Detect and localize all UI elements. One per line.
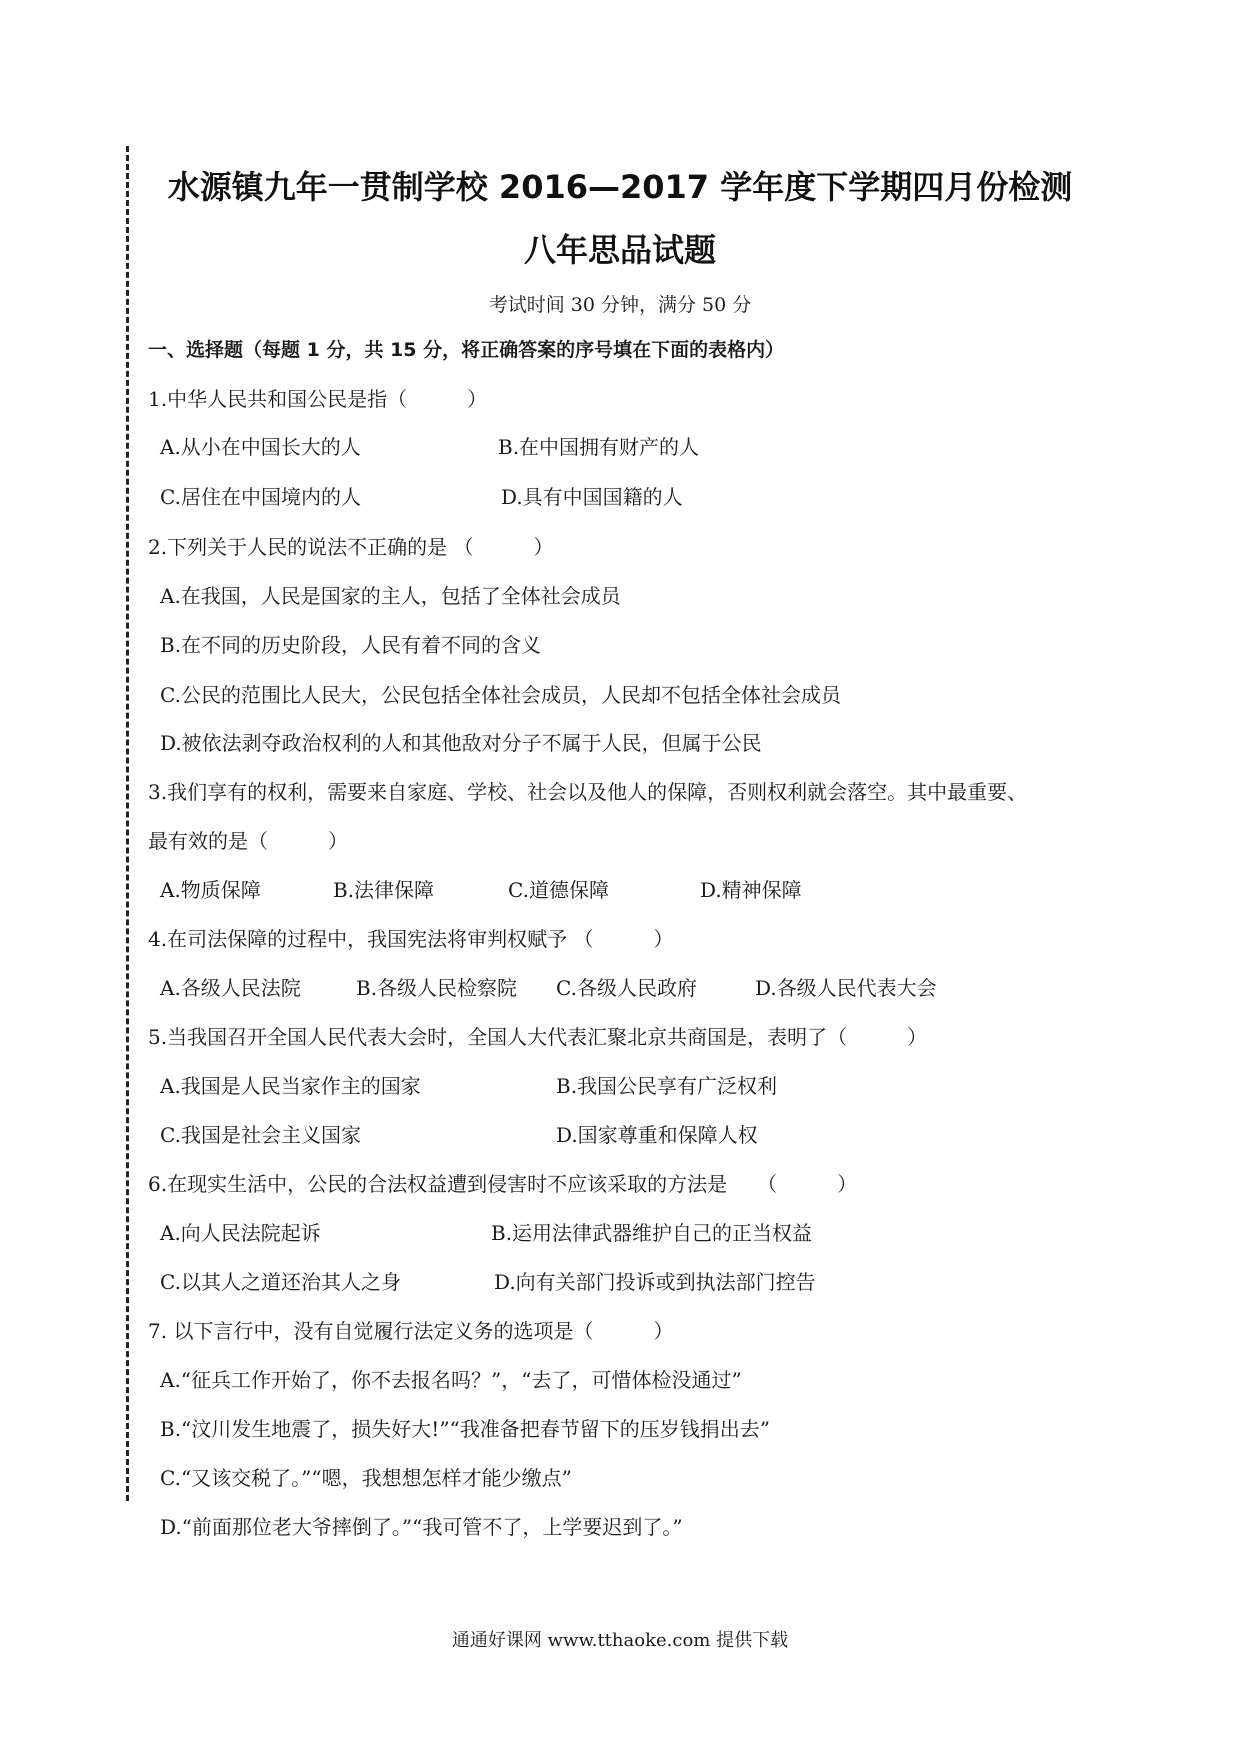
q2-option-b: B.在不同的历史阶段，人民有着不同的含义 [160, 633, 542, 657]
q1-option-a: A.从小在中国长大的人 [160, 435, 361, 459]
q3-option-c: C.道德保障 [508, 878, 609, 902]
q4-option-a: A.各级人民法院 [160, 976, 301, 1000]
q7-option-d: D.“前面那位老大爷摔倒了。”“我可管不了，上学要迟到了。” [160, 1515, 683, 1539]
q2-option-d: D.被依法剥夺政治权利的人和其他敌对分子不属于人民，但属于公民 [160, 731, 762, 755]
exam-subject-title: 八年思品试题 [523, 231, 716, 269]
q6-option-c: C.以其人之道还治其人之身 [160, 1270, 401, 1294]
q1-option-b: B.在中国拥有财产的人 [498, 435, 700, 459]
q5-option-a: A.我国是人民当家作主的国家 [160, 1074, 421, 1098]
q4-option-b: B.各级人民检察院 [356, 976, 518, 1000]
q3-option-d: D.精神保障 [700, 878, 802, 902]
q7-option-c: C.“又该交税了。”“嗯，我想想怎样才能少缴点” [160, 1466, 572, 1490]
question-3-stem-continued: 最有效的是（ ） [148, 829, 348, 853]
question-2-stem: 2.下列关于人民的说法不正确的是 （ ） [148, 535, 554, 559]
q3-option-a: A.物质保障 [160, 878, 261, 902]
q2-option-c: C.公民的范围比人民大，公民包括全体社会成员，人民却不包括全体社会成员 [160, 683, 841, 707]
section-heading: 一、选择题（每题 1 分，共 15 分，将正确答案的序号填在下面的表格内） [148, 339, 785, 361]
question-4-stem: 4.在司法保障的过程中，我国宪法将审判权赋予 （ ） [148, 927, 674, 951]
question-5-stem: 5.当我国召开全国人民代表大会时，全国人大代表汇聚北京共商国是，表明了（ ） [148, 1025, 928, 1049]
q5-option-d: D.国家尊重和保障人权 [556, 1123, 758, 1147]
question-3-stem: 3.我们享有的权利，需要来自家庭、学校、社会以及他人的保障，否则权利就会落空。其中最重要、 [148, 780, 1028, 804]
q1-option-c: C.居住在中国境内的人 [160, 485, 361, 509]
question-7-stem: 7. 以下言行中，没有自觉履行法定义务的选项是（ ） [148, 1319, 674, 1343]
q6-option-d: D.向有关部门投诉或到执法部门控告 [494, 1270, 816, 1294]
q4-option-c: C.各级人民政府 [556, 976, 697, 1000]
q4-option-d: D.各级人民代表大会 [755, 976, 937, 1000]
question-6-stem: 6.在现实生活中，公民的合法权益遭到侵害时不应该采取的方法是 （ ） [148, 1172, 858, 1196]
exam-info: 考试时间 30 分钟，满分 50 分 [488, 294, 752, 316]
q7-option-b: B.“汶川发生地震了，损失好大!”“我准备把春节留下的压岁钱捐出去” [160, 1417, 770, 1441]
q7-option-a: A.“征兵工作开始了，你不去报名吗？”，“去了，可惜体检没通过” [160, 1368, 742, 1392]
binding-dashed-line [126, 146, 129, 1501]
q2-option-a: A.在我国，人民是国家的主人，包括了全体社会成员 [160, 584, 621, 608]
question-1-stem: 1.中华人民共和国公民是指（ ） [148, 387, 488, 411]
q1-option-d: D.具有中国国籍的人 [501, 485, 683, 509]
q6-option-b: B.运用法律武器维护自己的正当权益 [491, 1221, 813, 1245]
page-footer: 通通好课网 www.tthaoke.com 提供下载 [451, 1630, 789, 1651]
q3-option-b: B.法律保障 [333, 878, 435, 902]
q5-option-b: B.我国公民享有广泛权利 [556, 1074, 778, 1098]
q5-option-c: C.我国是社会主义国家 [160, 1123, 361, 1147]
q6-option-a: A.向人民法院起诉 [160, 1221, 321, 1245]
exam-title: 水源镇九年一贯制学校 2016—2017 学年度下学期四月份检测 [167, 168, 1073, 206]
